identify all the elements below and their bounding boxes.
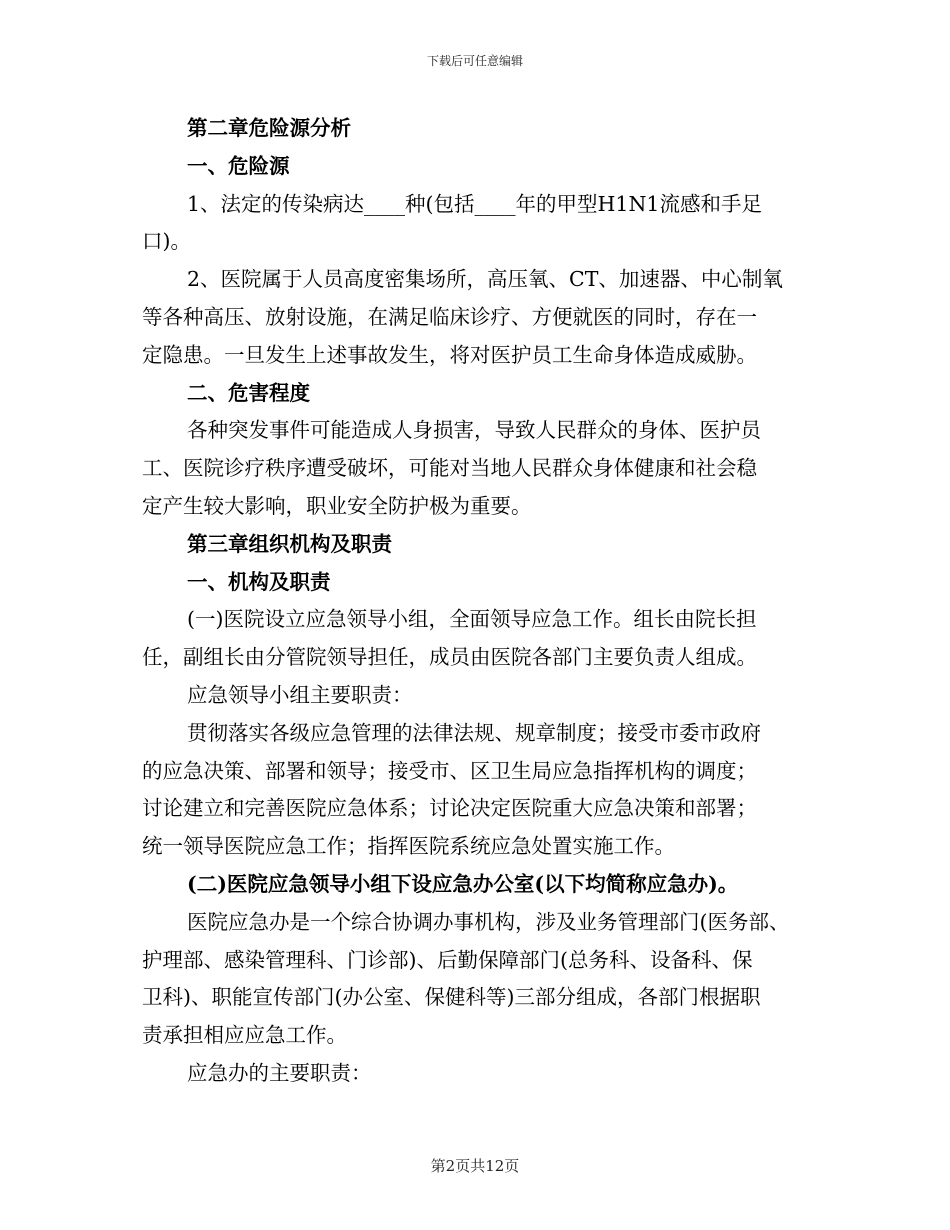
text-line: 的应急决策、部署和领导；接受市、区卫生局应急指挥机构的调度；: [142, 758, 757, 783]
heading-line: 第三章组织机构及职责: [187, 531, 392, 556]
text-line: 等各种高压、放射设施，在满足临床诊疗、方便就医的同时，存在一: [142, 304, 757, 329]
heading-line: 一、危险源: [187, 153, 290, 178]
text-line: 贯彻落实各级应急管理的法律法规、规章制度；接受市委市政府: [187, 720, 761, 745]
text-line: 1、法定的传染病达____种(包括____年的甲型H1N1流感和手足: [187, 191, 762, 216]
text-line: 讨论建立和完善医院应急体系；讨论决定医院重大应急决策和部署；: [142, 796, 757, 821]
heading-line: 第二章危险源分析: [187, 116, 351, 140]
text-line: 各种突发事件可能造成人身损害，导致人民群众的身体、医护员: [187, 418, 761, 443]
heading-line: 二、危害程度: [187, 380, 310, 405]
page-footer: 第2页共12页: [430, 1157, 520, 1175]
document-body: [142, 110, 822, 1093]
text-line: 定产生较大影响，职业安全防护极为重要。: [142, 493, 532, 518]
page-header: 下载后可任意编辑: [426, 54, 523, 68]
text-line: (一)医院设立应急领导小组，全面领导应急工作。组长由院长担: [187, 607, 757, 632]
text-line: 医院应急办是一个综合协调办事机构，涉及业务管理部门(医务部、: [187, 909, 790, 934]
text-line: 应急领导小组主要职责：: [187, 682, 413, 707]
text-line: 统一领导医院应急工作；指挥医院系统应急处置实施工作。: [142, 834, 675, 859]
text-line: 护理部、感染管理科、门诊部)、后勤保障部门(总务科、设备科、保: [142, 947, 753, 972]
text-line: 2、医院属于人员高度密集场所，高压氧、CT、加速器、中心制氧: [187, 267, 783, 292]
text-line: 任，副组长由分管院领导担任，成员由医院各部门主要负责人组成。: [142, 645, 757, 670]
text-line: 应急办的主要职责：: [187, 1060, 372, 1085]
text-line: 卫科)、职能宣传部门(办公室、保健科等)三部分组成，各部门根据职: [142, 985, 761, 1010]
text-line: 责承担相应应急工作。: [142, 1023, 347, 1048]
heading-line: 一、机构及职责: [187, 569, 331, 594]
text-line: 口)。: [142, 229, 191, 254]
text-line: 定隐患。一旦发生上述事故发生，将对医护员工生命身体造成威胁。: [142, 342, 757, 367]
text-line: 工、医院诊疗秩序遭受破坏，可能对当地人民群众身体健康和社会稳: [142, 456, 757, 481]
heading-line: (二)医院应急领导小组下设应急办公室(以下均简称应急办)。: [187, 871, 739, 896]
